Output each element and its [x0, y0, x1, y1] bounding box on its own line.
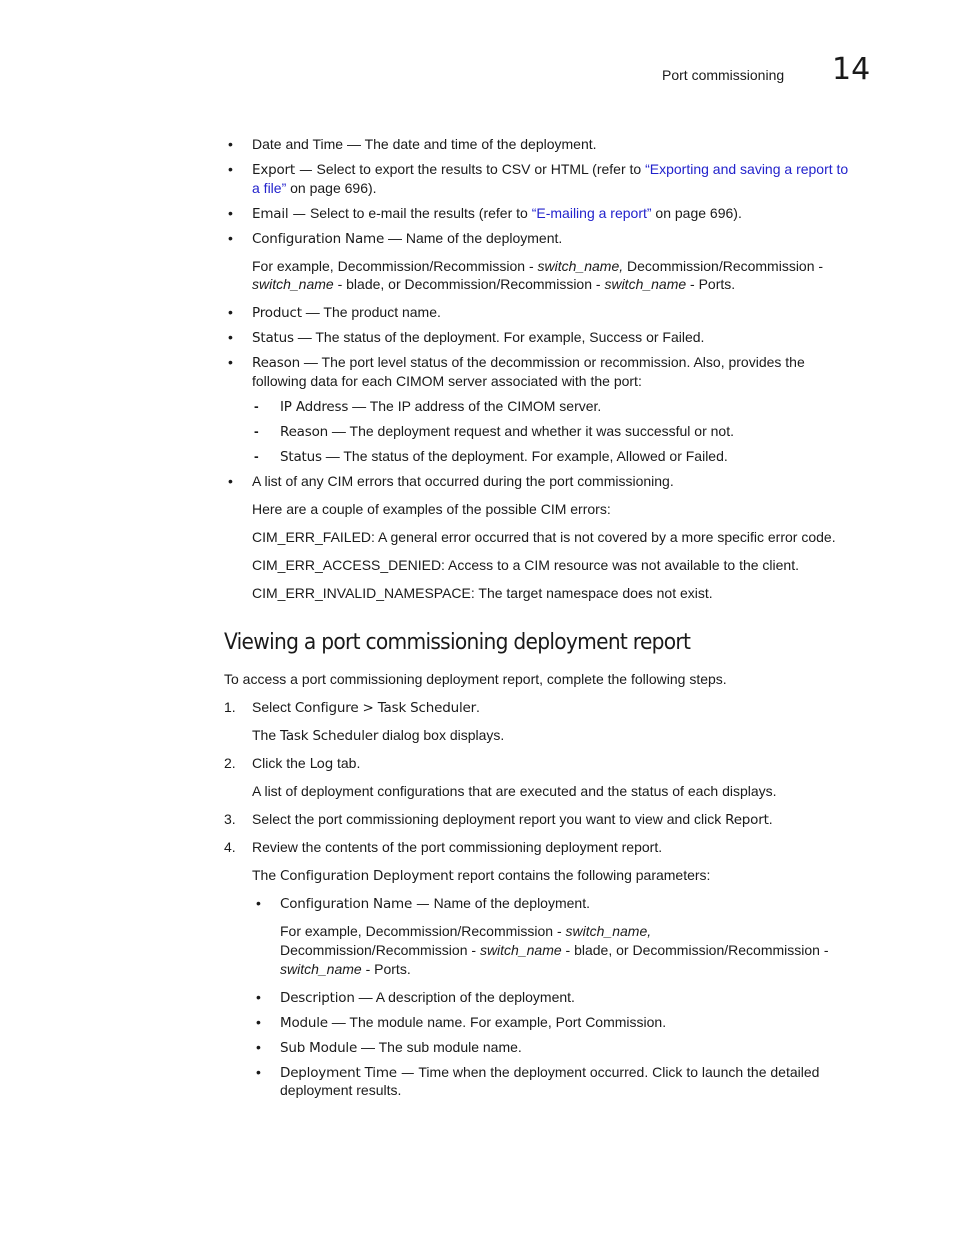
- list-item-config-name: [252, 229, 562, 248]
- param-sep: —: [412, 896, 434, 912]
- param-text: — The module name. For example, Port Commission.: [327, 1014, 667, 1030]
- config-name-example-line-1: [252, 257, 823, 275]
- dash-icon: -: [254, 448, 259, 464]
- section-heading: Viewing a port commissioning deployment report: [224, 630, 691, 655]
- step-text: .: [768, 811, 773, 827]
- step-text: The: [252, 867, 281, 883]
- example-italic: switch_name: [280, 961, 362, 977]
- bullet-icon: •: [228, 230, 233, 246]
- item-text: — Name of the deployment.: [384, 230, 563, 246]
- param-module: [280, 1013, 666, 1032]
- ui-term: Log: [309, 756, 334, 772]
- param-config-name: [280, 894, 590, 913]
- list-item-product: [252, 303, 441, 322]
- export-report-link-cont[interactable]: a file”: [252, 180, 287, 196]
- list-item-reason: [252, 353, 805, 372]
- step-2: [252, 754, 360, 773]
- param-sep: —: [396, 1065, 419, 1081]
- list-item-cim-errors: A list of any CIM errors that occurred during the port commissioning.: [252, 473, 674, 489]
- bullet-icon: •: [256, 1064, 261, 1080]
- running-header-title: Port commissioning: [662, 67, 785, 83]
- step-text: Select the port commissioning deployment report you want to view and click: [252, 811, 726, 827]
- example-text: Decommission/Recommission -: [623, 258, 824, 274]
- item-label: Product: [252, 305, 302, 321]
- sub-item-label: IP Address: [280, 399, 349, 415]
- param-text: Time when the deployment occurred. Click to launch the detailed: [418, 1064, 820, 1080]
- item-text: on page 696).: [651, 205, 742, 221]
- param-text: — A description of the deployment.: [354, 989, 575, 1005]
- bullet-icon: •: [256, 1014, 261, 1030]
- ui-term: Report: [725, 812, 769, 828]
- item-sep: —: [288, 206, 310, 222]
- step-4-note: [252, 866, 710, 885]
- bullet-icon: •: [228, 205, 233, 221]
- step-4: Review the contents of the port commissioning deployment report.: [252, 839, 663, 855]
- config-name-example-line-2: [252, 275, 735, 293]
- ui-term: Task Scheduler: [280, 728, 379, 744]
- item-text: — The product name.: [301, 304, 441, 320]
- param-description: [280, 988, 575, 1007]
- step-text: The: [252, 727, 281, 743]
- list-item-export: [252, 160, 848, 179]
- item-text: — The port level status of the decommission or recommission. Also, provides the: [300, 354, 805, 370]
- bullet-icon: •: [228, 161, 233, 177]
- list-item-status: [252, 328, 704, 347]
- item-label: Email: [252, 206, 289, 222]
- step-text: Click the: [252, 755, 310, 771]
- param-label: Configuration Name: [280, 896, 413, 912]
- ui-term: Configuration Deployment: [280, 868, 454, 884]
- step-text: report contains the following parameters:: [453, 867, 711, 883]
- cim-error-access-denied: CIM_ERR_ACCESS_DENIED: Access to a CIM resource was not available to the client.: [252, 557, 799, 573]
- bullet-icon: •: [228, 304, 233, 320]
- sub-item-text: — The deployment request and whether it was successful or not.: [328, 423, 734, 439]
- example-text: - Ports.: [361, 961, 411, 977]
- bullet-icon: •: [228, 354, 233, 370]
- item-text: Select to e-mail the results (refer to: [309, 205, 532, 221]
- example-text: - blade, or Decommission/Recommission -: [333, 276, 605, 292]
- step-text: dialog box displays.: [378, 727, 505, 743]
- bullet-icon: •: [228, 136, 233, 152]
- item-label: Status: [252, 330, 294, 346]
- sub-item-text: — The IP address of the CIMOM server.: [348, 398, 602, 414]
- example-text: - blade, or Decommission/Recommission -: [561, 942, 829, 958]
- bullet-icon: •: [256, 1039, 261, 1055]
- item-text: on page 696).: [286, 180, 377, 196]
- step-text: .: [475, 699, 480, 715]
- list-item-email: [252, 204, 742, 223]
- section-intro: To access a port commissioning deployment report, complete the following steps.: [224, 671, 727, 687]
- step-text: Select: [252, 699, 295, 715]
- item-text: following data for each CIMOM server associated with the port:: [252, 373, 642, 389]
- sub-item-status: [280, 447, 728, 466]
- step-number: 4.: [224, 839, 236, 855]
- step-1-note: [252, 726, 504, 745]
- list-item-reason-cont: [252, 372, 642, 390]
- param-config-example-3: [280, 960, 411, 978]
- export-report-link[interactable]: “Exporting and saving a report to: [645, 161, 849, 177]
- bullet-icon: •: [256, 895, 261, 911]
- list-item-date-time: [252, 135, 597, 153]
- param-deployment-time-cont: deployment results.: [280, 1082, 402, 1098]
- param-deployment-time: [280, 1063, 819, 1082]
- bullet-icon: •: [256, 989, 261, 1005]
- cim-error-failed: CIM_ERR_FAILED: A general error occurred that is not covered by a more specific error code.: [252, 529, 836, 545]
- item-label: Reason: [252, 355, 301, 371]
- example-text: - Ports.: [686, 276, 736, 292]
- sub-item-text: — The status of the deployment. For example, Allowed or Failed.: [321, 448, 728, 464]
- menu-path: Configure > Task Scheduler: [294, 700, 476, 716]
- param-sub-module: [280, 1038, 522, 1057]
- bullet-icon: •: [228, 473, 233, 489]
- item-label: Export: [252, 162, 295, 178]
- param-config-example-2: [280, 941, 829, 959]
- list-item-export-cont: [252, 179, 377, 197]
- cim-errors-intro: Here are a couple of examples of the possible CIM errors:: [252, 501, 611, 517]
- example-text: Decommission/Recommission -: [280, 942, 480, 958]
- step-number: 3.: [224, 811, 236, 827]
- example-italic: switch_name: [604, 276, 687, 292]
- example-italic: switch_name,: [565, 923, 652, 939]
- param-label: Module: [280, 1015, 328, 1031]
- sub-item-label: Status: [280, 449, 322, 465]
- item-label: Configuration Name: [252, 231, 385, 247]
- example-italic: switch_name,: [537, 258, 624, 274]
- param-config-example-1: [280, 922, 651, 940]
- sub-item-label: Reason: [280, 424, 329, 440]
- item-label: Date and Time: [252, 136, 344, 152]
- step-1: [252, 698, 480, 717]
- step-number: 1.: [224, 699, 236, 715]
- param-text: Name of the deployment.: [433, 895, 590, 911]
- param-label: Description: [280, 990, 355, 1006]
- sub-item-ip-address: [280, 397, 601, 416]
- item-text: — The status of the deployment. For example, Success or Failed.: [293, 329, 705, 345]
- bullet-icon: •: [228, 329, 233, 345]
- cim-error-invalid-namespace: CIM_ERR_INVALID_NAMESPACE: The target namespace does not exist.: [252, 585, 713, 601]
- param-label: Sub Module: [280, 1040, 358, 1056]
- step-2-note: A list of deployment configurations that are executed and the status of each displays.: [252, 783, 777, 799]
- param-label: Deployment Time: [280, 1065, 397, 1081]
- step-text: tab.: [333, 755, 361, 771]
- sub-item-reason: [280, 422, 734, 441]
- dash-icon: -: [254, 398, 259, 414]
- item-sep: —: [295, 162, 317, 178]
- chapter-number: 14: [832, 52, 871, 87]
- example-text: For example, Decommission/Recommission -: [280, 923, 566, 939]
- email-report-link[interactable]: “E-mailing a report”: [531, 205, 652, 221]
- example-italic: switch_name: [252, 276, 334, 292]
- item-text: Select to export the results to CSV or HTML (refer to: [316, 161, 646, 177]
- example-text: For example, Decommission/Recommission -: [252, 258, 538, 274]
- step-number: 2.: [224, 755, 236, 771]
- step-3: [252, 810, 773, 829]
- example-italic: switch_name: [479, 942, 562, 958]
- param-text: — The sub module name.: [357, 1039, 522, 1055]
- dash-icon: -: [254, 423, 259, 439]
- item-text: — The date and time of the deployment.: [343, 136, 597, 152]
